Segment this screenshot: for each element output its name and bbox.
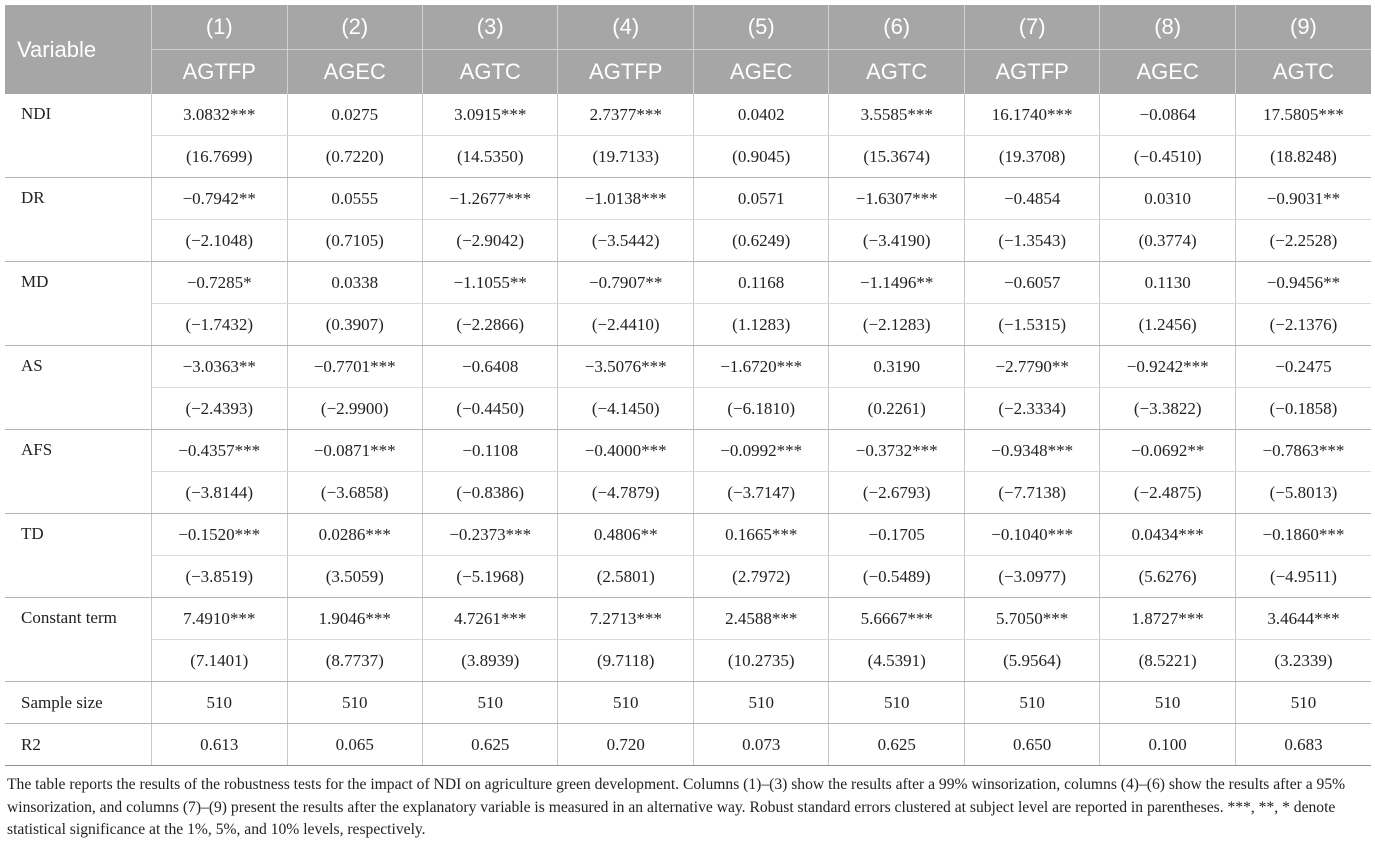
value-cell: (0.3774) [1100, 220, 1235, 262]
value-cell: (0.7220) [287, 136, 422, 178]
value-cell: −0.2475 [1235, 346, 1371, 388]
column-number-header: (5) [693, 5, 828, 50]
value-cell: 0.625 [829, 724, 964, 766]
value-cell: −0.0864 [1100, 94, 1235, 136]
value-cell: −0.1520*** [152, 514, 287, 556]
value-cell: (−5.1968) [423, 556, 558, 598]
variable-name-cell: DR [5, 178, 152, 262]
value-cell: (−3.3822) [1100, 388, 1235, 430]
value-cell: −1.1496** [829, 262, 964, 304]
coefficient-row [5, 94, 1371, 136]
variable-name-cell: Sample size [5, 682, 152, 724]
value-cell: −0.4000*** [558, 430, 693, 472]
value-cell: 0.0555 [287, 178, 422, 220]
value-cell: (0.3907) [287, 304, 422, 346]
value-cell: (−2.2866) [423, 304, 558, 346]
value-cell: (−0.5489) [829, 556, 964, 598]
value-cell: (0.7105) [287, 220, 422, 262]
value-cell: 0.0338 [287, 262, 422, 304]
value-cell: (3.5059) [287, 556, 422, 598]
value-cell: (−2.6793) [829, 472, 964, 514]
value-cell: −2.7790** [964, 346, 1099, 388]
dependent-variable-header: AGTFP [964, 50, 1099, 95]
value-cell: 0.720 [558, 724, 693, 766]
value-cell: −0.9242*** [1100, 346, 1235, 388]
value-cell: 0.0402 [693, 94, 828, 136]
statistic-row [5, 724, 1371, 766]
coefficient-row [5, 262, 1371, 304]
value-cell: 510 [423, 682, 558, 724]
value-cell: (8.7737) [287, 640, 422, 682]
value-cell: −0.9456** [1235, 262, 1371, 304]
value-cell: 0.0275 [287, 94, 422, 136]
column-number-header: (8) [1100, 5, 1235, 50]
value-cell: (−3.4190) [829, 220, 964, 262]
value-cell: 5.7050*** [964, 598, 1099, 640]
value-cell: 0.0571 [693, 178, 828, 220]
value-cell: (1.1283) [693, 304, 828, 346]
header-row-numbers [5, 5, 1371, 50]
value-cell: 510 [558, 682, 693, 724]
value-cell: (0.2261) [829, 388, 964, 430]
value-cell: 4.7261*** [423, 598, 558, 640]
dependent-variable-header: AGEC [1100, 50, 1235, 95]
coefficient-row [5, 430, 1371, 472]
value-cell: (3.2339) [1235, 640, 1371, 682]
value-cell: 510 [1100, 682, 1235, 724]
value-cell: (1.2456) [1100, 304, 1235, 346]
variable-name-cell: TD [5, 514, 152, 598]
table-header [5, 5, 1371, 94]
value-cell: (18.8248) [1235, 136, 1371, 178]
value-cell: (−4.9511) [1235, 556, 1371, 598]
value-cell: (−1.5315) [964, 304, 1099, 346]
value-cell: −0.4357*** [152, 430, 287, 472]
value-cell: 510 [152, 682, 287, 724]
value-cell: (−2.4410) [558, 304, 693, 346]
standard-error-row [5, 136, 1371, 178]
variable-name-cell: AS [5, 346, 152, 430]
value-cell: (9.7118) [558, 640, 693, 682]
value-cell: 510 [1235, 682, 1371, 724]
value-cell: 0.073 [693, 724, 828, 766]
value-cell: −0.3732*** [829, 430, 964, 472]
value-cell: (8.5221) [1100, 640, 1235, 682]
dependent-variable-header: AGTC [829, 50, 964, 95]
value-cell: 0.0310 [1100, 178, 1235, 220]
column-number-header: (6) [829, 5, 964, 50]
value-cell: 3.0832*** [152, 94, 287, 136]
value-cell: 5.6667*** [829, 598, 964, 640]
value-cell: (7.1401) [152, 640, 287, 682]
value-cell: 7.4910*** [152, 598, 287, 640]
dependent-variable-header: AGTC [1235, 50, 1371, 95]
value-cell: −0.4854 [964, 178, 1099, 220]
variable-name-cell: NDI [5, 94, 152, 178]
value-cell: 2.7377*** [558, 94, 693, 136]
value-cell: (−2.9900) [287, 388, 422, 430]
value-cell: −3.5076*** [558, 346, 693, 388]
value-cell: 0.625 [423, 724, 558, 766]
value-cell: (−2.3334) [964, 388, 1099, 430]
value-cell: (−2.9042) [423, 220, 558, 262]
value-cell: 3.4644*** [1235, 598, 1371, 640]
variable-name-cell: MD [5, 262, 152, 346]
value-cell: 0.613 [152, 724, 287, 766]
table-body [5, 94, 1371, 766]
value-cell: −0.1860*** [1235, 514, 1371, 556]
value-cell: (−2.2528) [1235, 220, 1371, 262]
value-cell: 0.1168 [693, 262, 828, 304]
value-cell: 510 [829, 682, 964, 724]
value-cell: −0.7701*** [287, 346, 422, 388]
value-cell: −0.2373*** [423, 514, 558, 556]
value-cell: (−1.7432) [152, 304, 287, 346]
value-cell: (3.8939) [423, 640, 558, 682]
value-cell: −0.6408 [423, 346, 558, 388]
value-cell: (−4.1450) [558, 388, 693, 430]
dependent-variable-header: AGEC [693, 50, 828, 95]
value-cell: −3.0363** [152, 346, 287, 388]
value-cell: (5.6276) [1100, 556, 1235, 598]
column-number-header: (9) [1235, 5, 1371, 50]
variable-name-cell: AFS [5, 430, 152, 514]
value-cell: −0.7907** [558, 262, 693, 304]
robustness-results-table [5, 5, 1371, 766]
value-cell: (0.6249) [693, 220, 828, 262]
column-number-header: (1) [152, 5, 287, 50]
value-cell: 510 [693, 682, 828, 724]
value-cell: 0.650 [964, 724, 1099, 766]
value-cell: 1.9046*** [287, 598, 422, 640]
value-cell: −0.6057 [964, 262, 1099, 304]
value-cell: (−1.3543) [964, 220, 1099, 262]
value-cell: −0.1040*** [964, 514, 1099, 556]
standard-error-row [5, 640, 1371, 682]
value-cell: (−2.1376) [1235, 304, 1371, 346]
value-cell: 3.5585*** [829, 94, 964, 136]
column-number-header: (2) [287, 5, 422, 50]
value-cell: 0.100 [1100, 724, 1235, 766]
column-number-header: (7) [964, 5, 1099, 50]
value-cell: (−3.7147) [693, 472, 828, 514]
value-cell: 17.5805*** [1235, 94, 1371, 136]
value-cell: (5.9564) [964, 640, 1099, 682]
coefficient-row [5, 178, 1371, 220]
value-cell: 7.2713*** [558, 598, 693, 640]
dependent-variable-header: AGEC [287, 50, 422, 95]
value-cell: (−3.5442) [558, 220, 693, 262]
dependent-variable-header: AGTFP [152, 50, 287, 95]
value-cell: −0.7863*** [1235, 430, 1371, 472]
value-cell: −1.2677*** [423, 178, 558, 220]
value-cell: −0.9031** [1235, 178, 1371, 220]
column-number-header: (3) [423, 5, 558, 50]
value-cell: −1.6307*** [829, 178, 964, 220]
value-cell: −0.1108 [423, 430, 558, 472]
value-cell: (14.5350) [423, 136, 558, 178]
value-cell: (−0.8386) [423, 472, 558, 514]
value-cell: (2.7972) [693, 556, 828, 598]
value-cell: (−3.0977) [964, 556, 1099, 598]
value-cell: (−2.4875) [1100, 472, 1235, 514]
variable-name-cell: R2 [5, 724, 152, 766]
value-cell: (−3.8519) [152, 556, 287, 598]
value-cell: −0.9348*** [964, 430, 1099, 472]
value-cell: (−4.7879) [558, 472, 693, 514]
value-cell: (−2.1283) [829, 304, 964, 346]
statistic-row [5, 682, 1371, 724]
standard-error-row [5, 304, 1371, 346]
value-cell: (−0.4510) [1100, 136, 1235, 178]
value-cell: −1.0138*** [558, 178, 693, 220]
coefficient-row [5, 514, 1371, 556]
value-cell: (−7.7138) [964, 472, 1099, 514]
value-cell: (−0.4450) [423, 388, 558, 430]
value-cell: −0.0992*** [693, 430, 828, 472]
value-cell: (−3.6858) [287, 472, 422, 514]
value-cell: (10.2735) [693, 640, 828, 682]
variable-name-cell: Constant term [5, 598, 152, 682]
value-cell: 0.683 [1235, 724, 1371, 766]
value-cell: (−2.1048) [152, 220, 287, 262]
value-cell: 0.1130 [1100, 262, 1235, 304]
regression-table-figure [5, 5, 1371, 842]
dependent-variable-header: AGTFP [558, 50, 693, 95]
value-cell: (2.5801) [558, 556, 693, 598]
value-cell: 0.0434*** [1100, 514, 1235, 556]
value-cell: 0.0286*** [287, 514, 422, 556]
value-cell: (−6.1810) [693, 388, 828, 430]
dependent-variable-header: AGTC [423, 50, 558, 95]
value-cell: 0.065 [287, 724, 422, 766]
value-cell: 510 [287, 682, 422, 724]
value-cell: (15.3674) [829, 136, 964, 178]
column-number-header: (4) [558, 5, 693, 50]
value-cell: 510 [964, 682, 1099, 724]
value-cell: 0.3190 [829, 346, 964, 388]
value-cell: 1.8727*** [1100, 598, 1235, 640]
variable-header: Variable [5, 5, 152, 94]
coefficient-row [5, 346, 1371, 388]
header-row-dependent-vars [5, 50, 1371, 95]
value-cell: −0.1705 [829, 514, 964, 556]
value-cell: 2.4588*** [693, 598, 828, 640]
value-cell: (−2.4393) [152, 388, 287, 430]
value-cell: −1.1055** [423, 262, 558, 304]
standard-error-row [5, 556, 1371, 598]
standard-error-row [5, 388, 1371, 430]
value-cell: −0.7285* [152, 262, 287, 304]
value-cell: −0.0692** [1100, 430, 1235, 472]
value-cell: 0.1665*** [693, 514, 828, 556]
value-cell: −0.7942** [152, 178, 287, 220]
standard-error-row [5, 472, 1371, 514]
value-cell: (0.9045) [693, 136, 828, 178]
value-cell: −1.6720*** [693, 346, 828, 388]
value-cell: (16.7699) [152, 136, 287, 178]
value-cell: 16.1740*** [964, 94, 1099, 136]
value-cell: (4.5391) [829, 640, 964, 682]
value-cell: 0.4806** [558, 514, 693, 556]
value-cell: (19.3708) [964, 136, 1099, 178]
table-footnote: The table reports the results of the robustness tests for the impact of NDI on agriculture green development. Columns (1)–(3) show the results after a 99% winsorization, columns (4)–(6) show the results after a 95% winsorization, and columns (7)–(9) present the results after the explanatory variable is measured in an alternative way. Robust standard errors clustered at subject level are reported in parentheses. ***, **, * denote statistical significance at the 1%, 5%, and 10% levels, respectively. [7, 776, 1346, 838]
value-cell: (−5.8013) [1235, 472, 1371, 514]
value-cell: (−3.8144) [152, 472, 287, 514]
value-cell: −0.0871*** [287, 430, 422, 472]
coefficient-row [5, 598, 1371, 640]
value-cell: 3.0915*** [423, 94, 558, 136]
value-cell: (−0.1858) [1235, 388, 1371, 430]
value-cell: (19.7133) [558, 136, 693, 178]
standard-error-row [5, 220, 1371, 262]
